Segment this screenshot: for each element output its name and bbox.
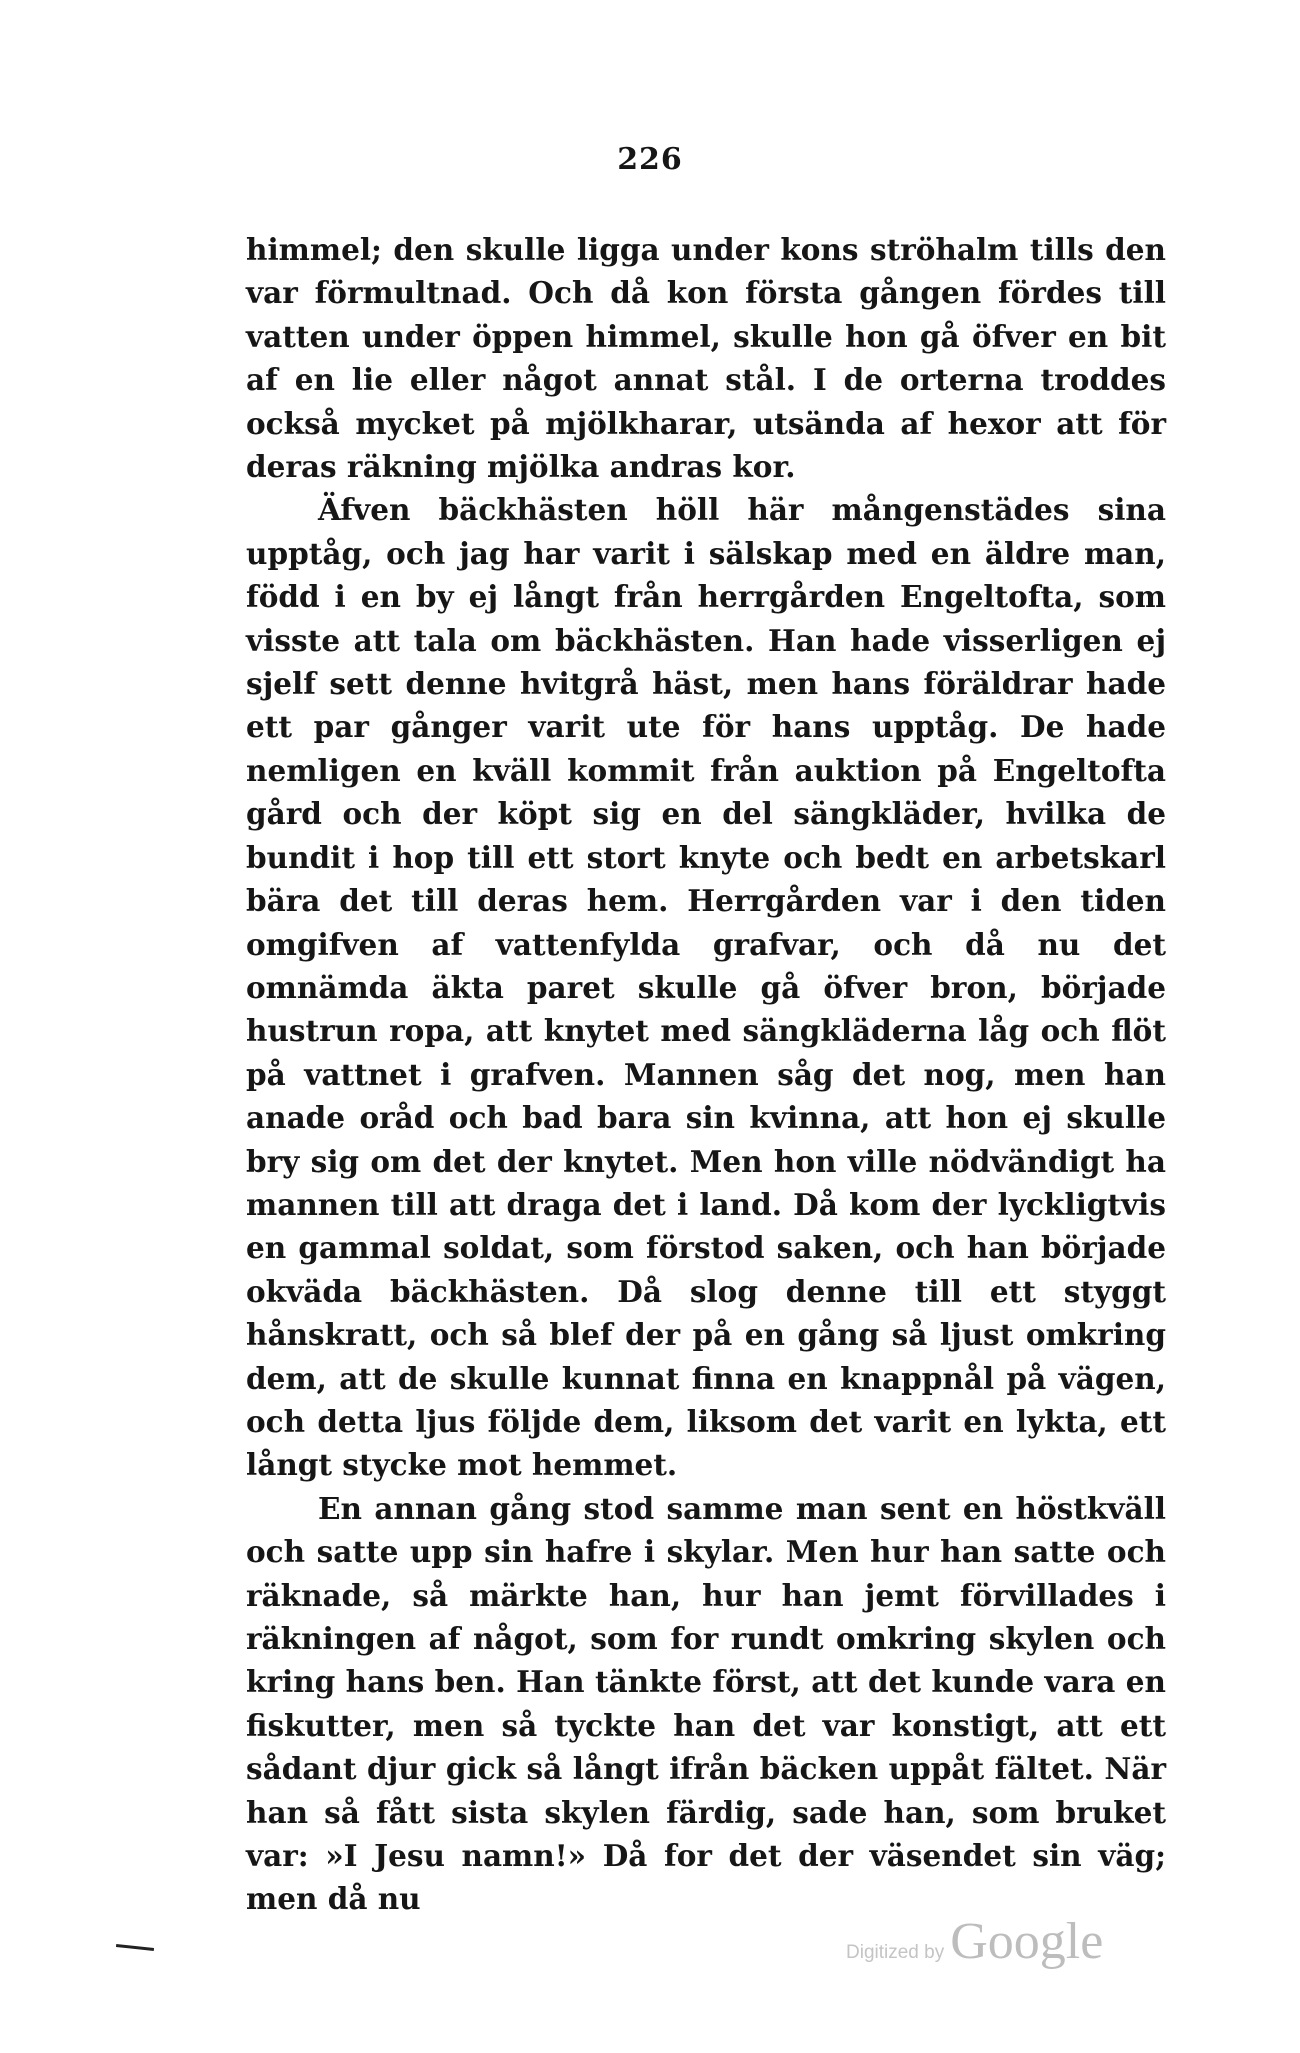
body-text (246, 228, 1166, 1921)
watermark-prefix: Digitized by (846, 1942, 945, 1963)
paragraph-hostkvall: En annan gång stod samme man sent en höstkväll och satte upp sin hafre i skylar. Men hur han satte och räknade, så märkte han, hur han jemt förvillades i räkningen af något, som for rundt omkring skylen och kring hans ben. Han tänkte först, att det kunde vara en fiskutter, men så tyckte han det var konstigt, att ett sådant djur gick så långt ifrån bäcken uppåt fältet. När han så fått sista skylen färdig, sade han, som bruket var: »I Jesu namn!» Då for det der väsendet sin väg; men då nu (246, 1490, 1166, 1917)
paragraph-continued: himmel; den skulle ligga under kons ströhalm tills den var förmultnad. Och då kon första gången fördes till vatten under öppen himmel, skulle hon gå öfver en bit af en lie eller något annat stål. I de orterna troddes också mycket på mjölkharar, utsända af hexor att för deras räkning mjölka andras kor. (246, 232, 1166, 485)
google-logo: Google (950, 1913, 1104, 1970)
page-number: 226 (617, 142, 683, 177)
digitized-watermark (846, 1912, 1103, 1971)
margin-mark (116, 1944, 154, 1951)
paragraph-backhasten: Äfven bäckhästen höll här mångenstädes sina upptåg, och jag har varit i sälskap med en äldre man, född i en by ej långt från herrgården Engeltofta, som visste att tala om bäckhästen. Han hade visserligen ej sjelf sett denne hvitgrå häst, men hans föräldrar hade ett par gånger varit ute för hans upptåg. De hade nemligen en kväll kommit från auktion på Engeltofta gård och der köpt sig en del sängkläder, hvilka de bundit i hop till ett stort knyte och bedt en arbetskarl bära det till deras hem. Herrgården var i den tiden omgifven af vattenfylda grafvar, och då nu det omnämda äkta paret skulle gå öfver bron, började hustrun ropa, att knytet med sängkläderna låg och flöt på vattnet i grafven. Mannen såg det nog, men han anade oråd och bad bara sin kvinna, att hon ej skulle bry sig om det der knytet. Men hon ville nödvändigt ha mannen till att draga det i land. Då kom der lyckligtvis en gammal soldat, som förstod saken, och han började okväda bäckhästen. Då slog denne till ett styggt hånskratt, och så blef der på en gång så ljust omkring dem, att de skulle kunnat finna en knappnål på vägen, och detta ljus följde dem, liksom det varit en lykta, ett långt stycke mot hemmet. (246, 492, 1166, 1483)
